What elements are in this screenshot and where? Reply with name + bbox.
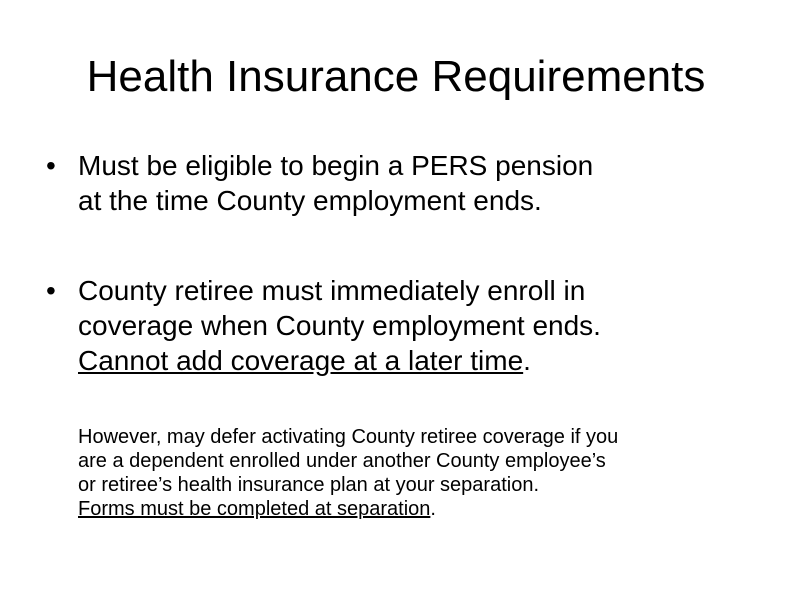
punctuation: .: [430, 498, 436, 520]
bullet-line: [78, 343, 746, 378]
bullet-line: coverage when County employment ends.: [78, 310, 601, 341]
note-line: or retiree’s health insurance plan at your separation.: [78, 474, 540, 496]
underlined-emphasis: Cannot add coverage at a later time: [78, 345, 524, 376]
bullet-marker: •: [46, 275, 56, 306]
bullet-line: County retiree must immediately enroll in: [78, 275, 586, 306]
bullet-item-pers-eligibility: [46, 148, 746, 218]
bullet-text: [78, 148, 746, 218]
slide-title: Health Insurance Requirements: [86, 52, 706, 101]
punctuation: .: [523, 345, 531, 376]
note-line: However, may defer activating County retiree coverage if you: [78, 426, 619, 448]
note-line: are a dependent enrolled under another County employee’s: [78, 450, 606, 472]
bullet-item-immediate-enrollment: [46, 273, 746, 378]
bullet-line: at the time County employment ends.: [78, 185, 542, 216]
bullet-text: [78, 273, 746, 378]
bullet-line: Must be eligible to begin a PERS pension: [78, 150, 594, 181]
bullet-marker: •: [46, 150, 56, 181]
underlined-emphasis: Forms must be completed at separation: [78, 498, 431, 520]
deferral-note: [78, 425, 758, 521]
note-line: [78, 497, 758, 521]
